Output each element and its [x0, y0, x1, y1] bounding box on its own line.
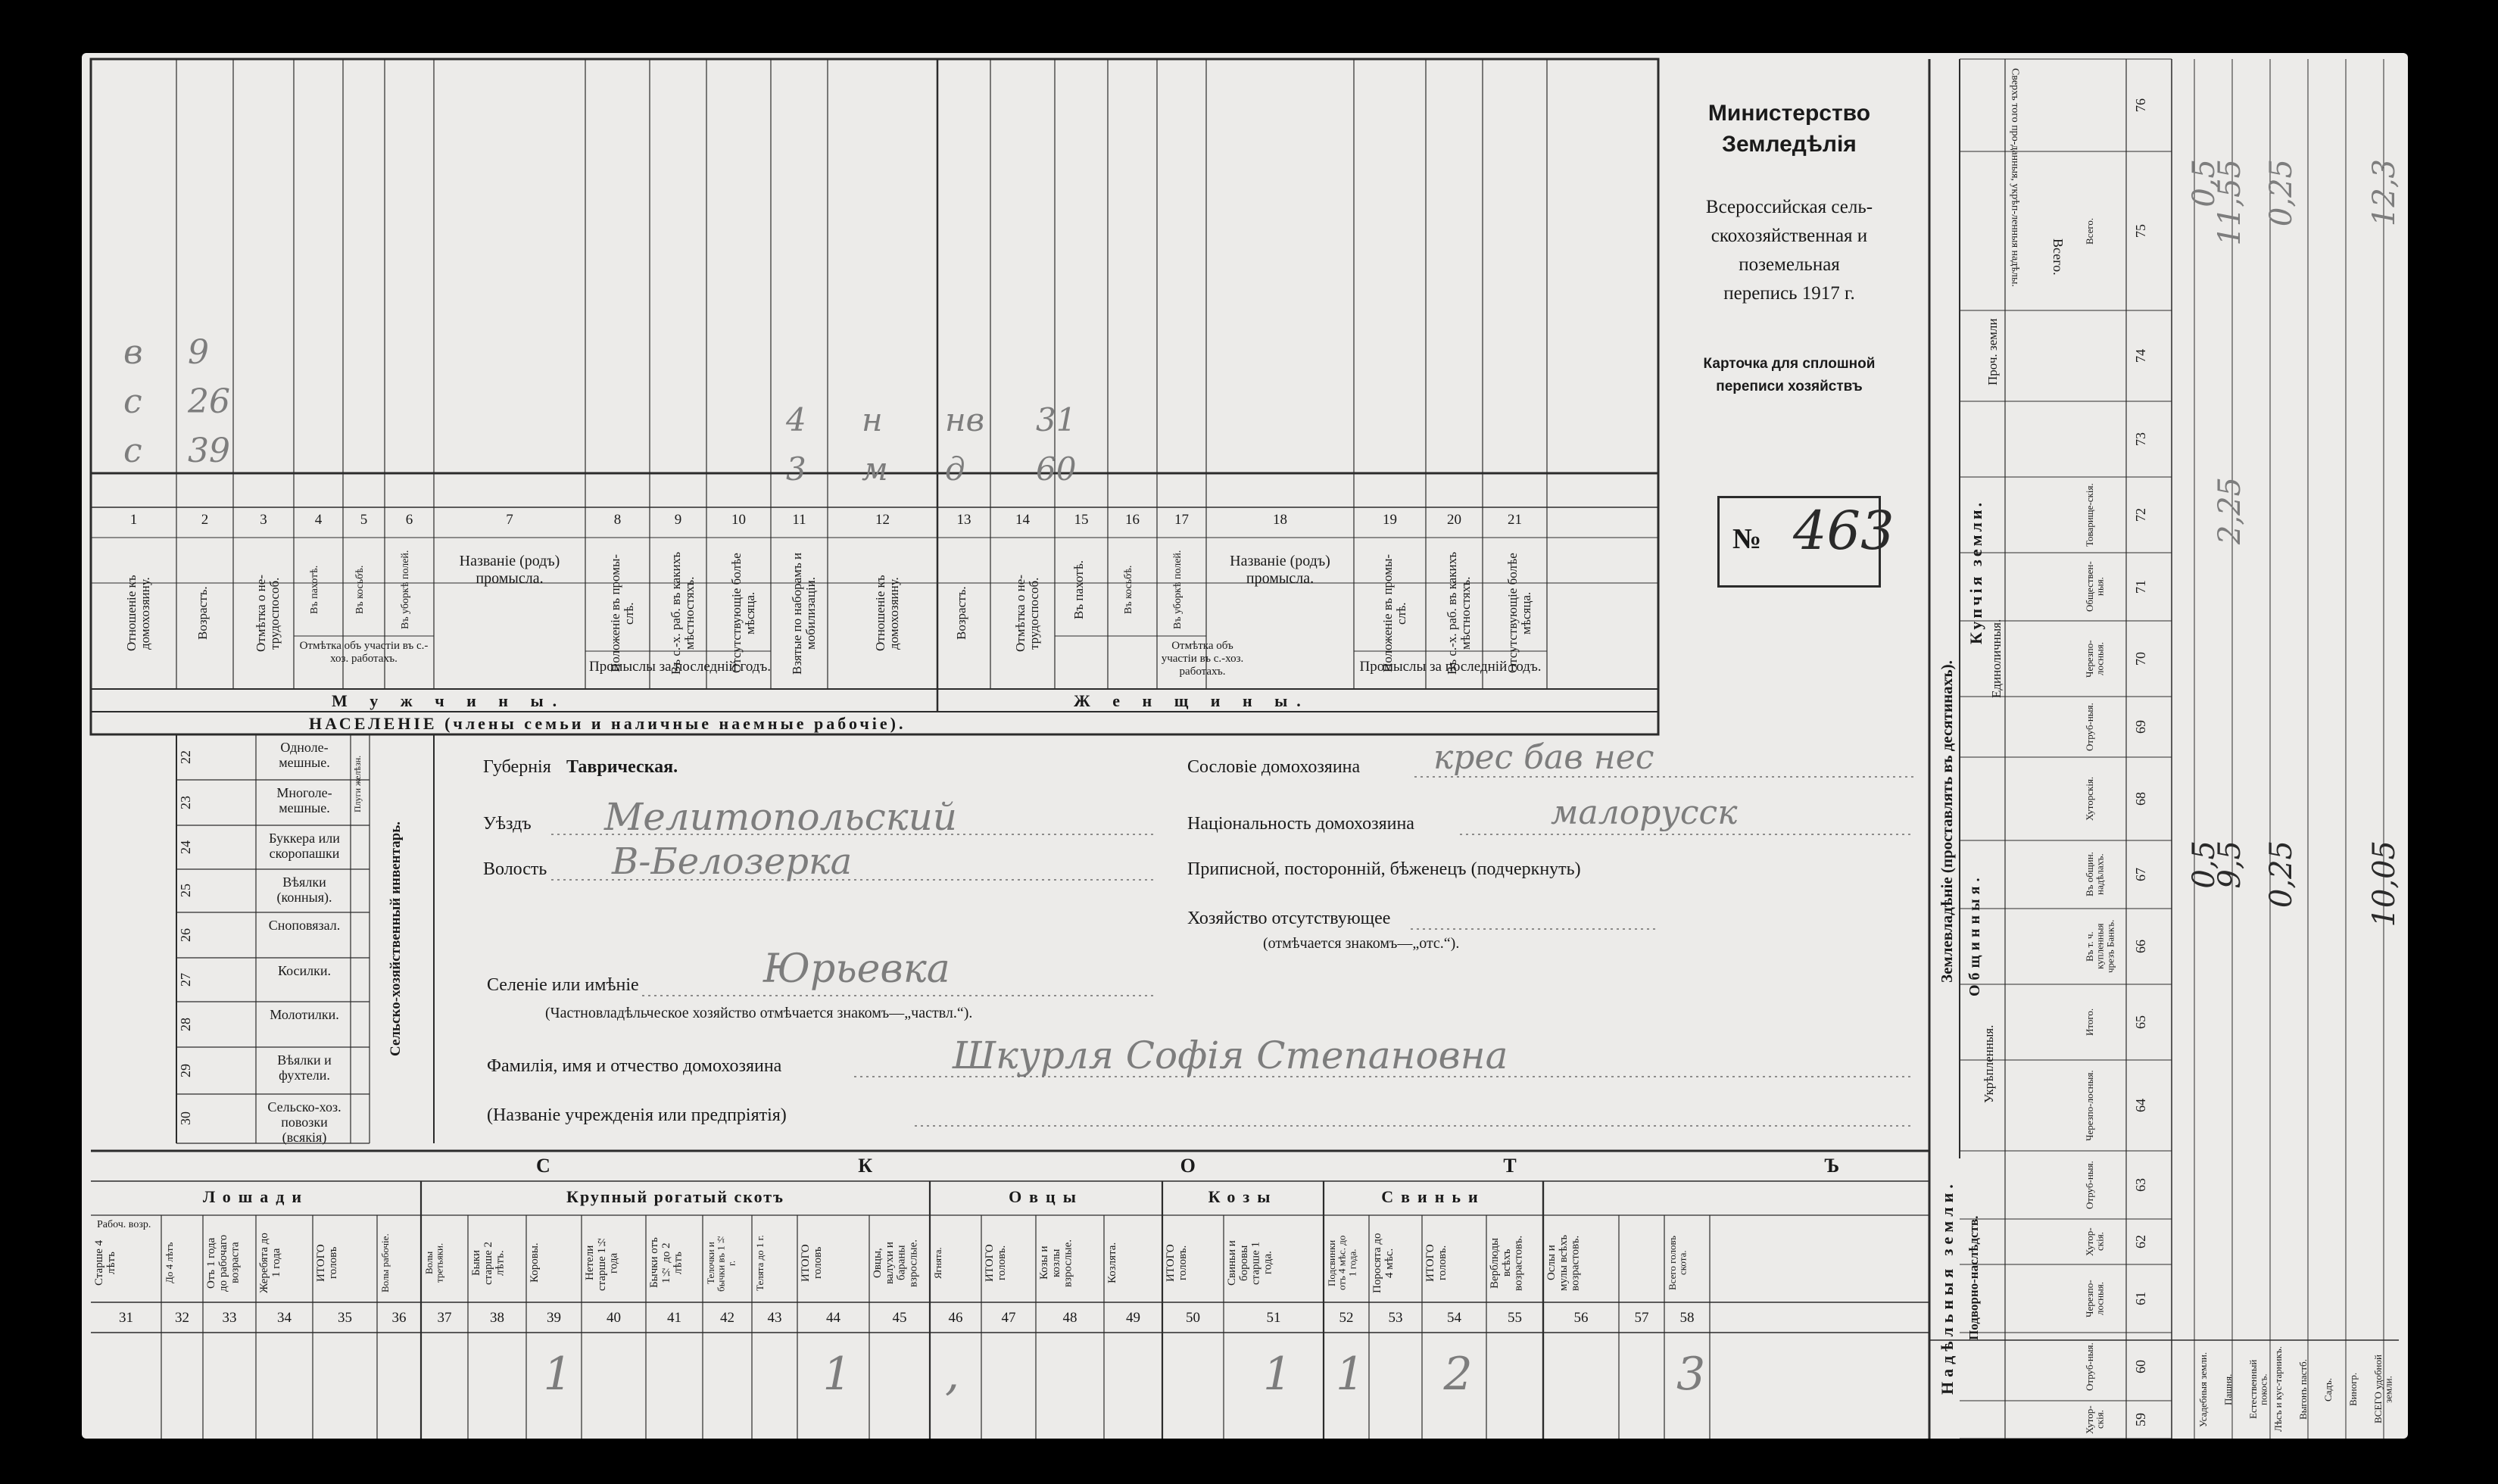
- livestock-col-header: Волы третьяки.: [423, 1242, 445, 1283]
- census-title-line: скохозяйственная и: [1711, 226, 1868, 246]
- land-col-number: 74: [2133, 349, 2148, 363]
- land-col-number: 71: [2133, 580, 2148, 594]
- livestock-col-number: 41: [667, 1310, 681, 1326]
- livestock-col-number: 58: [1679, 1310, 1695, 1326]
- land-hw-75: 0,5: [2187, 159, 2222, 207]
- pop-col-header: Отмѣтка о не-трудоспособ.: [254, 575, 282, 652]
- livestock-col-number: 50: [1186, 1310, 1200, 1326]
- livestock-col-number: 47: [1001, 1310, 1016, 1326]
- inventory-row-label: Многоле-мешные.: [276, 785, 332, 815]
- fio-label: Фамилія, имя и отчество домохозяина: [487, 1056, 782, 1076]
- hw-age-women: 31: [1036, 401, 1077, 438]
- work-age-label: Рабоч. возр.: [97, 1219, 151, 1230]
- livestock-col-header: Быки старше 2 лѣтъ.: [470, 1241, 507, 1285]
- inventory-row-number: 28: [178, 1018, 193, 1031]
- ukreplennye-title: Укрѣпленныя.: [1982, 1024, 1996, 1103]
- selenie-value: Юрьевка: [763, 946, 950, 992]
- land-row-label: Естественный покосъ.: [2247, 1359, 2269, 1420]
- livestock-col-header: Бычки отъ 1½ до 2 лѣтъ: [648, 1237, 685, 1289]
- land-row-label: Пашня.: [2222, 1373, 2234, 1405]
- livestock-hw-value: 1: [543, 1348, 572, 1401]
- livestock-col-number: 34: [277, 1310, 292, 1326]
- livestock-col-header: ИТОГО головъ.: [1424, 1244, 1449, 1282]
- livestock-col-number: 31: [119, 1310, 133, 1326]
- participation-label-women: Отмѣтка объ участіи въ с.-хоз. работахъ.: [1161, 640, 1244, 678]
- pop-col-header: Возрастъ.: [954, 586, 968, 641]
- land-col-number: 66: [2133, 940, 2148, 953]
- card-title-line: Карточка для сплошной: [1703, 356, 1876, 372]
- inventory-row-number: 30: [178, 1111, 193, 1126]
- livestock-group-1: Крупный рогатый скотъ: [566, 1187, 784, 1206]
- livestock-col-header: Поросята до 4 мѣс.: [1371, 1233, 1396, 1293]
- census-title-line: поземельная: [1739, 254, 1840, 275]
- hw-age: 9: [188, 333, 209, 372]
- trade-name-header: Названіе (родъ) промысла.: [1230, 553, 1330, 587]
- pop-col-number: 21: [1508, 512, 1522, 528]
- land-col-number: 68: [2133, 792, 2148, 806]
- land-hw-71: 2,25: [2213, 477, 2247, 545]
- land-col-number: 67: [2133, 868, 2148, 881]
- land-hw-75: 12,3: [2367, 159, 2402, 227]
- livestock-col-header: Свиньи и боровы старше 1 года.: [1226, 1240, 1274, 1286]
- land-hw-67: 10,05: [2367, 840, 2402, 928]
- pop-col-header: Въ с.-х. раб. въ какихъ мѣстностяхъ.: [668, 551, 697, 675]
- land-row-label: Лѣсъ и кус-тарникъ.: [2272, 1346, 2284, 1433]
- livestock-col-number: 57: [1634, 1310, 1649, 1326]
- pop-col-number: 2: [201, 512, 209, 528]
- pop-col-header: Отношеніе къ домохозяину.: [872, 575, 901, 652]
- livestock-col-header: Верблюды всѣхъ возрастовъ.: [1489, 1235, 1525, 1291]
- livestock-col-header: Подсвинки отъ 4 мѣс. до 1 года.: [1326, 1235, 1358, 1291]
- land-row-label: Садъ.: [2322, 1377, 2334, 1401]
- livestock-col-number: 49: [1126, 1310, 1140, 1326]
- inventory-row-number: 25: [178, 884, 193, 898]
- number-value: 463: [1793, 500, 1895, 562]
- livestock-col-number: 56: [1573, 1310, 1589, 1326]
- inventory-side-label: Плуги желѣзн.: [352, 755, 363, 812]
- livestock-col-header: Всего головъ скота.: [1667, 1236, 1689, 1290]
- soslovie-label: Сословіе домохозяина: [1187, 757, 1361, 777]
- pop-col-number: 1: [129, 512, 138, 528]
- inventory-row-label: Буккера или скоропашки: [269, 831, 340, 861]
- livestock-col-number: 38: [490, 1310, 504, 1326]
- nadel-title: Надѣльныя земли.: [1938, 1180, 1957, 1395]
- land-col-header: Черезпо-лосныя.: [2084, 1070, 2095, 1141]
- livestock-hw-value: 1: [1263, 1348, 1293, 1401]
- trades-label-women: Промыслы за последній годъ.: [1359, 659, 1542, 675]
- pop-col-number: 17: [1174, 512, 1189, 528]
- hw-drafted: н: [862, 401, 883, 438]
- pop-col-header: Въ с.-х. раб. въ какихъ мѣстностяхъ.: [1444, 551, 1473, 675]
- livestock-col-number: 54: [1447, 1310, 1461, 1326]
- edinolichnye-title: Единоличныя.: [1989, 619, 2004, 699]
- pop-col-number: 8: [613, 512, 622, 528]
- livestock-col-header: Козлята.: [1106, 1242, 1118, 1284]
- participation-label-men: Отмѣтка объ участіи въ с.-хоз. работахъ.: [299, 640, 429, 665]
- livestock-col-header: Коровы.: [529, 1242, 541, 1283]
- inventory-row-label: Сельско-хоз. повозки (всякія): [267, 1099, 341, 1145]
- livestock-col-header: ИТОГО головъ: [800, 1244, 824, 1282]
- pop-col-header: Въ пахотѣ.: [308, 565, 320, 615]
- land-col-number: 63: [2133, 1178, 2148, 1192]
- land-hw-75: 11,55: [2213, 159, 2247, 246]
- inventory-row-label: Сноповязал.: [268, 918, 341, 933]
- pop-col-number: 19: [1383, 512, 1397, 528]
- hw-age: 39: [188, 432, 230, 470]
- land-col-number: 70: [2133, 652, 2148, 666]
- livestock-col-header: Старше 4 лѣтъ: [93, 1239, 117, 1286]
- trades-label-men: Промыслы за последній годъ.: [589, 659, 772, 675]
- pop-col-number: 11: [792, 512, 806, 528]
- land-row-label: Усадебныя земли.: [2197, 1352, 2209, 1427]
- livestock-col-number: 42: [720, 1310, 734, 1326]
- pop-col-number: 4: [314, 512, 323, 528]
- pop-col-number: 10: [731, 512, 746, 528]
- pop-col-number: 6: [405, 512, 413, 528]
- census-title-line: Всероссийская сель-: [1705, 197, 1873, 217]
- pop-col-number: 9: [674, 512, 682, 528]
- pop-col-number: 13: [956, 512, 971, 528]
- land-col-header: Отруб-ныя.: [2084, 1161, 2095, 1209]
- proch-title: Проч. земли: [1985, 318, 2000, 386]
- land-col-header: Хуторскія.: [2084, 776, 2095, 822]
- number-label: №: [1732, 523, 1762, 555]
- hw-relation: с: [123, 382, 142, 421]
- livestock-hw-value: ,: [945, 1348, 960, 1401]
- livestock-col-header: Телята до 1 г.: [754, 1235, 766, 1291]
- hw-relation: в: [123, 333, 143, 372]
- selenie-note: (Частновладѣльческое хозяйство отмѣчается знакомъ—„частвл.“).: [545, 1005, 973, 1021]
- land-col-number: 69: [2133, 720, 2148, 734]
- livestock-group-0: Лошади: [202, 1187, 310, 1206]
- livestock-group-3: Козы: [1208, 1187, 1278, 1206]
- pop-col-header: Въ пахотѣ.: [1071, 560, 1086, 620]
- hw-relation-women: д: [945, 450, 965, 488]
- livestock-col-header: ИТОГО головъ.: [984, 1244, 1008, 1282]
- livestock-col-header: Отъ 1 года до рабочаго возраста: [205, 1234, 242, 1292]
- pop-col-header: Взятые по наборамъ и мобилизаціи.: [789, 552, 818, 675]
- land-col-header: Товарище-скія.: [2084, 483, 2095, 547]
- hw-relation: с: [123, 432, 142, 470]
- pop-col-number: 3: [260, 512, 267, 528]
- land-title: Землевладѣніе (проставлять въ десятинахъ).: [1938, 660, 1956, 983]
- hw-absent: 3: [786, 450, 806, 488]
- land-col-header: Черезпо-лосныя.: [2084, 1280, 2106, 1317]
- livestock-col-header: Ослы и мулы всѣхъ возрастовъ.: [1545, 1234, 1582, 1292]
- livestock-col-number: 37: [437, 1310, 452, 1326]
- uezd-label: Уѣздъ: [483, 814, 532, 834]
- pop-col-number: 16: [1125, 512, 1140, 528]
- livestock-col-header: Козы и козлы взрослые.: [1038, 1239, 1074, 1287]
- livestock-group-4: Свиньи: [1381, 1187, 1486, 1206]
- fio-value: Шкурля Софія Степановна: [953, 1034, 1508, 1077]
- land-col-number: 61: [2133, 1292, 2148, 1305]
- inventory-row-label: Вѣялки (конныя).: [276, 874, 332, 905]
- hw-age: 26: [188, 382, 230, 421]
- inventory-row-label: Одноле-мешные.: [279, 740, 330, 770]
- livestock-col-number: 40: [607, 1310, 621, 1326]
- inventory-row-number: 27: [178, 973, 193, 987]
- kupch-title: Купчія земли.: [1966, 499, 1985, 644]
- land-col-header: Хутор-скія.: [2084, 1405, 2106, 1434]
- pripisnoy-label: Приписной, посторонній, бѣженецъ (подчеркнуть): [1187, 859, 1581, 879]
- livestock-hw-value: 1: [822, 1348, 852, 1401]
- land-col-header: Въ т. ч. купленныя чрезъ Банкъ.: [2084, 919, 2116, 974]
- land-col-number: 73: [2133, 432, 2148, 446]
- nation-value: малорусск: [1551, 793, 1738, 832]
- pop-col-header: Въ уборкѣ полей.: [1171, 550, 1184, 630]
- land-col-header: Итого.: [2084, 1008, 2095, 1037]
- livestock-col-number: 48: [1062, 1310, 1077, 1326]
- hw-drafted: м: [862, 450, 888, 488]
- livestock-col-number: 43: [767, 1310, 782, 1326]
- pop-col-number: 14: [1015, 512, 1030, 528]
- land-row-label: ВСЕГО удобной земли.: [2372, 1355, 2394, 1424]
- hw-absent: 4: [786, 401, 806, 438]
- livestock-col-header: Нетели старше 1½ года: [584, 1235, 620, 1291]
- inventory-title: Сельско-хозяйственный инвентарь.: [388, 821, 404, 1057]
- land-col-header: Хутор-скія.: [2084, 1227, 2106, 1256]
- volost-label: Волость: [483, 859, 547, 879]
- pop-col-header: Въ косьбѣ.: [1122, 565, 1134, 615]
- pop-col-header: Въ косьбѣ.: [354, 565, 366, 615]
- land-col-header: Обществен-ныя.: [2084, 561, 2106, 613]
- livestock-col-number: 36: [391, 1310, 407, 1326]
- institution-label: (Названіе учрежденія или предпріятія): [487, 1105, 787, 1125]
- land-col-header: Въ общин. надѣлахъ.: [2084, 852, 2106, 897]
- uezd-value: Мелитопольский: [604, 795, 957, 839]
- trade-name-header: Названіе (родъ) промысла.: [459, 553, 560, 587]
- census-card: [82, 53, 2408, 1439]
- census-title-line: перепись 1917 г.: [1723, 283, 1855, 304]
- livestock-col-number: 35: [338, 1310, 352, 1326]
- land-col-header: Черезпо-лосныя.: [2084, 640, 2106, 678]
- men-label: М у ж ч и н ы.: [332, 691, 566, 710]
- livestock-col-header: Телочки и бычки въ 1½ г.: [705, 1234, 738, 1292]
- hw-relation-women: нв: [945, 401, 985, 438]
- inventory-row-number: 23: [178, 796, 193, 809]
- pop-col-header: Отмѣтка о не-трудоспособ.: [1012, 575, 1041, 652]
- livestock-col-number: 39: [547, 1310, 561, 1326]
- livestock-hw-value: 2: [1443, 1348, 1473, 1401]
- livestock-col-number: 33: [222, 1310, 237, 1326]
- livestock-hw-value: 3: [1676, 1348, 1706, 1401]
- card-title-line: переписи хозяйствъ: [1716, 379, 1863, 394]
- livestock-col-header: [1622, 1233, 1661, 1293]
- pop-col-header: Въ уборкѣ полей.: [399, 550, 411, 630]
- inventory-row-label: Вѣялки и фухтели.: [277, 1052, 332, 1083]
- livestock-col-header: До 4 лѣтъ: [164, 1242, 175, 1284]
- ministry-title: Министерство Земледѣлія: [1707, 101, 1871, 157]
- land-col-number: 59: [2133, 1413, 2148, 1426]
- nation-label: Національность домохозяина: [1187, 814, 1414, 834]
- land-col-header: Отруб-ныя.: [2084, 703, 2095, 751]
- vsego-title: Всего.: [2050, 238, 2066, 276]
- land-col-number: 62: [2133, 1235, 2148, 1249]
- land-col-header: Отруб-ныя.: [2084, 1342, 2095, 1391]
- pop-col-header: Отсутствующіе болѣе мѣсяца.: [1505, 553, 1533, 674]
- land-col-header: Всего.: [2084, 217, 2095, 245]
- livestock-col-number: 52: [1339, 1310, 1354, 1326]
- land-row-label: Виногр.: [2347, 1372, 2359, 1407]
- livestock-col-number: 32: [175, 1310, 189, 1326]
- livestock-col-number: 53: [1388, 1310, 1403, 1326]
- inventory-row-number: 22: [178, 750, 193, 764]
- livestock-col-number: 44: [826, 1310, 840, 1326]
- women-label: Ж е н щ и н ы.: [1074, 691, 1310, 710]
- pop-col-header: Положеніе въ промы-слѣ.: [1380, 553, 1408, 673]
- volost-value: В-Белозерка: [612, 840, 853, 883]
- population-section-title: НАСЕЛЕНІЕ (члены семьи и наличные наемные рабочіе).: [309, 714, 906, 733]
- land-col-number: 64: [2133, 1099, 2148, 1112]
- absent-note: (отмѣчается знакомъ—„отс.“).: [1263, 935, 1460, 952]
- pop-col-number: 7: [506, 512, 513, 528]
- soslovie-value: крес бав нес: [1433, 738, 1654, 777]
- land-hw-67: 0,25: [2264, 840, 2299, 909]
- pop-col-header: Отношеніе къ домохозяину.: [123, 575, 152, 652]
- land-hw-75: 0,25: [2264, 159, 2299, 227]
- gubernia-value: Таврическая.: [566, 757, 678, 777]
- land-col-number: 60: [2133, 1360, 2148, 1373]
- inventory-row-number: 24: [178, 840, 193, 854]
- hw-age-women: 60: [1036, 450, 1077, 488]
- livestock-col-number: 46: [948, 1310, 963, 1326]
- land-col-number: 76: [2133, 98, 2148, 112]
- absent-label: Хозяйство отсутствующее: [1187, 909, 1391, 928]
- inventory-row-label: Косилки.: [277, 963, 332, 978]
- pop-col-number: 5: [360, 512, 368, 528]
- pop-col-number: 18: [1273, 512, 1287, 528]
- pop-col-header: Положеніе въ промы-слѣ.: [607, 553, 636, 673]
- pop-col-number: 12: [875, 512, 890, 528]
- inventory-row-label: Молотилки.: [270, 1007, 339, 1022]
- livestock-title: С К О Т Ъ: [536, 1155, 1991, 1177]
- livestock-col-number: 51: [1266, 1310, 1281, 1326]
- livestock-col-header: ИТОГО головъ: [315, 1244, 339, 1282]
- land-col-number: 65: [2133, 1015, 2148, 1029]
- land-row-label: Выгонъ пастб.: [2297, 1359, 2309, 1420]
- pop-col-number: 15: [1074, 512, 1089, 528]
- land-col-number: 75: [2133, 224, 2148, 238]
- gubernia-label: Губернія: [483, 757, 551, 777]
- pop-col-header: Возрастъ.: [195, 586, 210, 641]
- sverh-title: Сверхъ того про-данныя, укрѣп-ленныя надѣлы.: [2009, 68, 2021, 287]
- pop-col-header: Отсутствующіе болѣе мѣсяца.: [728, 553, 757, 674]
- livestock-group-2: Овцы: [1009, 1187, 1084, 1206]
- inventory-row-number: 29: [178, 1064, 193, 1077]
- livestock-col-header: Волы рабочіе.: [379, 1233, 391, 1292]
- livestock-col-header: Жеребята до 1 года: [258, 1233, 282, 1293]
- livestock-hw-value: 1: [1336, 1348, 1365, 1401]
- selenie-label: Селеніе или имѣніе: [487, 975, 639, 995]
- land-col-number: 72: [2133, 508, 2148, 522]
- livestock-col-header: ИТОГО головъ.: [1165, 1244, 1189, 1282]
- livestock-col-header: Ягнята.: [932, 1247, 943, 1279]
- inventory-row-number: 26: [178, 928, 193, 942]
- livestock-col-header: Овцы, валухи и бараны взрослые.: [872, 1239, 920, 1287]
- pop-col-number: 20: [1447, 512, 1461, 528]
- livestock-col-number: 45: [892, 1310, 907, 1326]
- land-hw-67: 9,5: [2213, 840, 2247, 889]
- livestock-col-number: 55: [1508, 1310, 1522, 1326]
- obshchinnye-title: Общинныя.: [1966, 873, 1983, 997]
- land-hw-67: 0,5: [2187, 840, 2222, 889]
- podvorno-title: Подворно-наслѣдств.: [1966, 1215, 1981, 1340]
